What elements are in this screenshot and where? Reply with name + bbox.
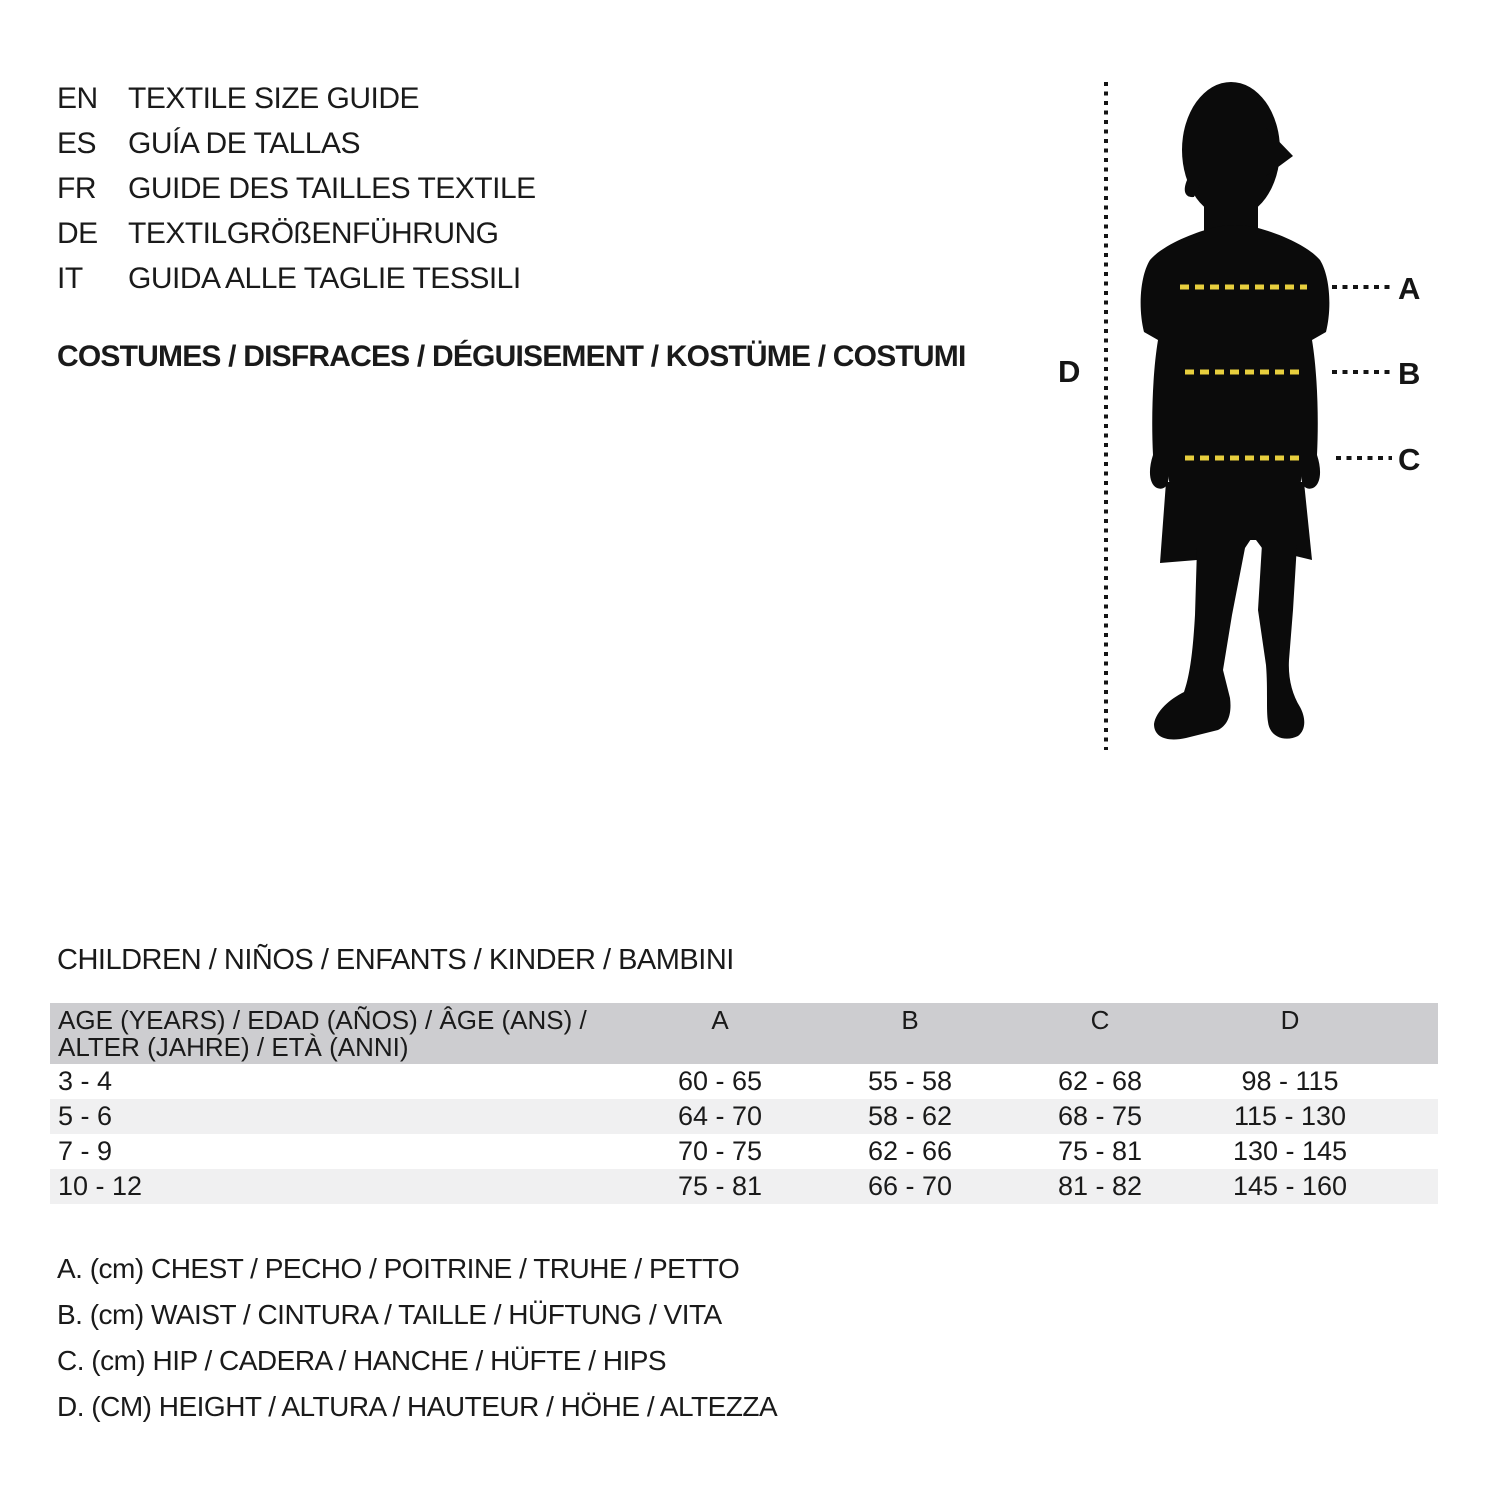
waist-cell: 66 - 70 <box>867 1171 953 1201</box>
language-code: ES <box>57 127 97 160</box>
legend-hip: C. (cm) HIP / CADERA / HANCHE / HÜFTE / HIPS <box>57 1345 667 1376</box>
category-title: COSTUMES / DISFRACES / DÉGUISEMENT / KOSTÜME / COSTUMI <box>57 340 966 373</box>
column-header-a: A <box>711 1005 729 1035</box>
language-code: DE <box>57 217 98 250</box>
table-row <box>50 1099 1438 1134</box>
size-measurement-figure <box>1040 70 1461 770</box>
column-header-c: C <box>1090 1005 1110 1035</box>
measure-label-a: A <box>1398 271 1421 306</box>
column-header-d: D <box>1280 1005 1300 1035</box>
language-label: TEXTILE SIZE GUIDE <box>128 82 420 115</box>
chest-cell: 64 - 70 <box>677 1101 763 1131</box>
language-row <box>57 211 536 256</box>
measure-label-d: D <box>1058 354 1081 389</box>
age-cell: 7 - 9 <box>58 1136 113 1166</box>
hip-cell: 75 - 81 <box>1057 1136 1143 1166</box>
waist-cell: 55 - 58 <box>867 1066 953 1096</box>
table-row <box>50 1169 1438 1204</box>
height-cell: 115 - 130 <box>1233 1101 1347 1131</box>
legend-waist: B. (cm) WAIST / CINTURA / TAILLE / HÜFTUNG / VITA <box>57 1299 722 1330</box>
measure-label-c: C <box>1398 442 1421 477</box>
language-list <box>57 76 536 301</box>
age-cell: 3 - 4 <box>58 1066 113 1096</box>
language-row <box>57 166 536 211</box>
waist-cell: 58 - 62 <box>867 1101 953 1131</box>
age-header-line2: ALTER (JAHRE) / ETÀ (ANNI) <box>58 1032 409 1062</box>
language-label: TEXTILGRÖßENFÜHRUNG <box>128 217 499 250</box>
child-silhouette <box>1141 82 1330 739</box>
language-label: GUIDE DES TAILLES TEXTILE <box>128 172 536 205</box>
hip-cell: 81 - 82 <box>1057 1171 1143 1201</box>
hip-cell: 62 - 68 <box>1057 1066 1143 1096</box>
age-cell: 5 - 6 <box>58 1101 113 1131</box>
table-row <box>50 1064 1438 1099</box>
language-code: IT <box>57 262 83 295</box>
height-cell: 130 - 145 <box>1232 1136 1348 1166</box>
age-column-header <box>50 1007 625 1064</box>
table-section-title: CHILDREN / NIÑOS / ENFANTS / KINDER / BAMBINI <box>57 944 734 976</box>
language-row <box>57 256 536 301</box>
chest-cell: 70 - 75 <box>677 1136 763 1166</box>
table-row <box>50 1134 1438 1169</box>
waist-cell: 62 - 66 <box>867 1136 953 1166</box>
chest-cell: 75 - 81 <box>677 1171 763 1201</box>
measurement-legend <box>57 1246 777 1430</box>
height-cell: 98 - 115 <box>1241 1066 1339 1096</box>
column-header-b: B <box>901 1005 919 1035</box>
chest-cell: 60 - 65 <box>677 1066 763 1096</box>
language-code: FR <box>57 172 96 205</box>
legend-chest: A. (cm) CHEST / PECHO / POITRINE / TRUHE / PETTO <box>57 1253 740 1284</box>
legend-height: D. (CM) HEIGHT / ALTURA / HAUTEUR / HÖHE / ALTEZZA <box>57 1391 778 1422</box>
age-header-line1: AGE (YEARS) / EDAD (AÑOS) / ÂGE (ANS) / <box>58 1005 587 1035</box>
hip-cell: 68 - 75 <box>1057 1101 1143 1131</box>
language-label: GUÍA DE TALLAS <box>128 127 360 160</box>
header-spacer <box>1385 1007 1438 1064</box>
size-table-header <box>50 1003 1438 1064</box>
language-row <box>57 121 536 166</box>
height-cell: 145 - 160 <box>1232 1171 1348 1201</box>
child-silhouette-graphic <box>1040 70 1461 770</box>
language-label: GUIDA ALLE TAGLIE TESSILI <box>128 262 521 295</box>
language-code: EN <box>57 82 98 115</box>
age-cell: 10 - 12 <box>58 1171 143 1201</box>
size-table <box>50 1003 1438 1204</box>
language-row <box>57 76 536 121</box>
measure-label-b: B <box>1398 356 1421 391</box>
